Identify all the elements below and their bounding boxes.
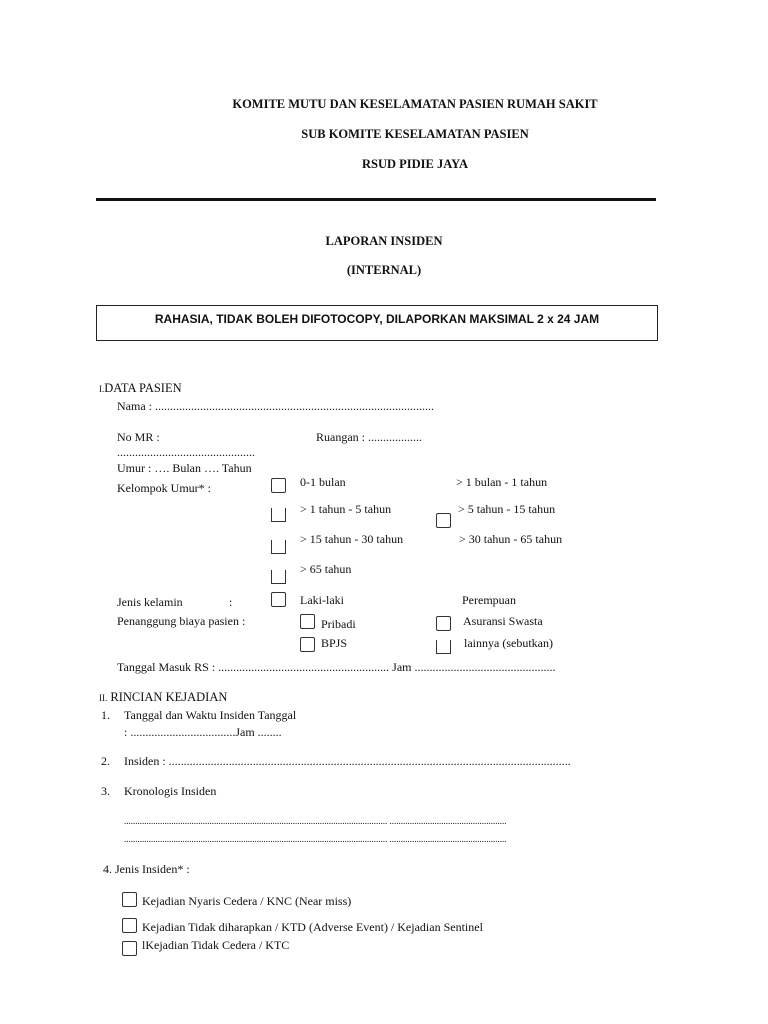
field-no-mr: No MR :: [117, 430, 160, 444]
field-kelompok-umur: Kelompok Umur* :: [117, 481, 211, 495]
checkbox-age-15-30-tahun[interactable]: [271, 540, 286, 554]
payer-option-label: lainnya (sebutkan): [464, 636, 553, 650]
age-option-label: > 15 tahun - 30 tahun: [300, 532, 404, 546]
field-tanggal-masuk: Tanggal Masuk RS : ......................................................... Jam ...............................................: [117, 660, 556, 674]
payer-option-label: Pribadi: [321, 617, 356, 631]
kronologis-dots-line-2: ..................................................................................................................... ....................................................: [124, 834, 507, 844]
age-option-label: 0-1 bulan: [300, 475, 346, 489]
gender-option-label: Perempuan: [462, 593, 516, 607]
age-option-label: > 5 tahun - 15 tahun: [458, 502, 556, 516]
item-4-label: 4. Jenis Insiden* :: [103, 862, 190, 876]
item-3-label: Kronologis Insiden: [124, 784, 217, 798]
age-option-label: > 1 tahun - 5 tahun: [300, 502, 392, 516]
checkbox-knc[interactable]: [122, 892, 137, 907]
payer-option-label: Asuransi Swasta: [463, 614, 543, 628]
item-3-number: 3.: [101, 784, 110, 798]
header-line-1: KOMITE MUTU DAN KESELAMATAN PASIEN RUMAH SAKIT: [232, 97, 598, 111]
header-divider: [96, 198, 656, 201]
section-2-title-text: RINCIAN KEJADIAN: [107, 690, 228, 704]
checkbox-ktd[interactable]: [122, 918, 137, 933]
header-line-2: SUB KOMITE KESELAMATAN PASIEN: [301, 127, 529, 141]
section-1-title: [99, 381, 182, 396]
section-1-number: I.: [99, 384, 105, 394]
payer-option-label: BPJS: [321, 636, 348, 650]
gender-option-label: Laki-laki: [300, 593, 344, 607]
item-2-label: Insiden : ......................................................................................................................................: [124, 754, 571, 768]
checkbox-bpjs[interactable]: [300, 637, 315, 652]
field-nama: Nama : .............................................................................................: [117, 399, 434, 413]
item-1-number: 1.: [101, 708, 110, 722]
incident-type-label: lKejadian Tidak Cedera / KTC: [142, 938, 290, 952]
incident-type-label: Kejadian Nyaris Cedera / KNC (Near miss): [142, 894, 352, 908]
item-1-value: : ...................................Jam ........: [124, 725, 282, 739]
item-1-label: Tanggal dan Waktu Insiden Tanggal: [124, 708, 297, 722]
checkbox-lainnya[interactable]: [436, 640, 451, 654]
checkbox-asuransi-swasta[interactable]: [436, 616, 451, 631]
report-title: LAPORAN INSIDEN: [325, 234, 443, 248]
checkbox-pribadi[interactable]: [300, 614, 315, 629]
section-2-number: II.: [99, 693, 108, 703]
item-2-number: 2.: [101, 754, 110, 768]
age-option-label: > 30 tahun - 65 tahun: [459, 532, 563, 546]
field-ruangan: Ruangan : ..................: [316, 430, 422, 444]
field-jenis-kelamin: Jenis kelamin: [117, 595, 183, 609]
header-line-3: RSUD PIDIE JAYA: [361, 157, 469, 171]
checkbox-laki-laki[interactable]: [271, 592, 286, 607]
section-1-title-text: DATA PASIEN: [104, 381, 182, 395]
checkbox-age-1-5-tahun[interactable]: [271, 508, 286, 522]
report-subtitle: (INTERNAL): [346, 263, 422, 277]
field-umur: Umur : …. Bulan …. Tahun: [117, 461, 252, 475]
age-option-label: > 1 bulan - 1 tahun: [456, 475, 548, 489]
field-penanggung-biaya: Penanggung biaya pasien :: [117, 614, 246, 628]
confidential-notice-box: [96, 305, 658, 341]
age-option-label: > 65 tahun: [300, 562, 352, 576]
section-2-title: [99, 690, 227, 705]
incident-type-label: Kejadian Tidak diharapkan / KTD (Adverse Event) / Kejadian Sentinel: [142, 920, 483, 934]
checkbox-age-65-tahun[interactable]: [271, 570, 286, 584]
field-jenis-kelamin-colon: :: [229, 595, 233, 609]
checkbox-ktc[interactable]: [122, 941, 137, 956]
field-no-mr-dots: ..............................................: [117, 445, 255, 459]
checkbox-age-0-1-bulan[interactable]: [271, 478, 286, 493]
kronologis-dots-line-1: ..................................................................................................................... ....................................................: [124, 816, 507, 826]
confidential-notice: RAHASIA, TIDAK BOLEH DIFOTOCOPY, DILAPORKAN MAKSIMAL 2 x 24 JAM: [154, 312, 600, 326]
checkbox-age-5-15-tahun[interactable]: [436, 513, 451, 528]
